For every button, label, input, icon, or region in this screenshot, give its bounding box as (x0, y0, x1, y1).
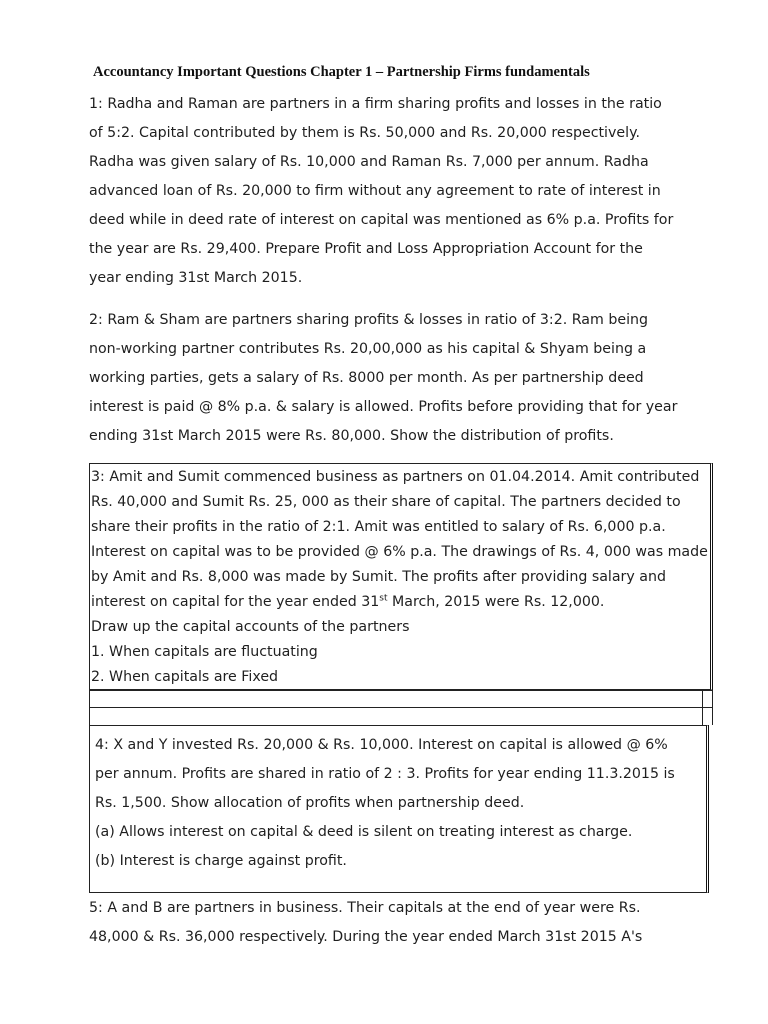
table-divider (89, 707, 713, 708)
table-divider (89, 690, 90, 725)
question-4-line: (a) Allows interest on capital & deed is silent on treating interest as charge. (95, 824, 633, 840)
question-3-line: Rs. 40,000 and Sumit Rs. 25, 000 as their share of capital. The partners decided to (91, 494, 681, 510)
question-2-line: 2: Ram & Sham are partners sharing profits & losses in ratio of 3:2. Ram being (89, 312, 649, 328)
question-3-line: 2. When capitals are Fixed (91, 669, 279, 685)
question-3-line: Interest on capital was to be provided @ 6% p.a. The drawings of Rs. 4, 000 was made (91, 544, 708, 560)
question-3 (91, 465, 706, 690)
question-1-line: 1: Radha and Raman are partners in a firm sharing profits and losses in the ratio (89, 96, 662, 112)
question-3-line: 1. When capitals are fluctuating (91, 644, 318, 660)
table-divider (89, 690, 713, 691)
line-text: interest on capital for the year ended 31 (91, 594, 380, 610)
question-4-line: per annum. Profits are shared in ratio of 2 : 3. Profits for year ending 11.3.2015 is (95, 766, 675, 782)
question-2-line: ending 31st March 2015 were Rs. 80,000. Show the distribution of profits. (89, 428, 614, 444)
ordinal-suffix: st (379, 593, 388, 604)
question-4-line: 4: X and Y invested Rs. 20,000 & Rs. 10,000. Interest on capital is allowed @ 6% (95, 737, 668, 753)
table-divider (712, 690, 713, 725)
question-1-line: year ending 31st March 2015. (89, 270, 303, 286)
question-5-line: 5: A and B are partners in business. Their capitals at the end of year were Rs. (89, 900, 641, 916)
table-divider (702, 690, 703, 725)
question-3-line: share their profits in the ratio of 2:1. Amit was entitled to salary of Rs. 6,000 p.a. (91, 519, 666, 535)
question-4-line: Rs. 1,500. Show allocation of profits when partnership deed. (95, 795, 525, 811)
question-3-line: by Amit and Rs. 8,000 was made by Sumit. The profits after providing salary and (91, 569, 666, 585)
question-1-line: the year are Rs. 29,400. Prepare Profit and Loss Appropriation Account for the (89, 241, 643, 257)
question-2 (89, 306, 709, 451)
question-5-line: 48,000 & Rs. 36,000 respectively. During the year ended March 31st 2015 A's (89, 929, 643, 945)
question-5 (89, 894, 709, 952)
question-2-line: working parties, gets a salary of Rs. 8000 per month. As per partnership deed (89, 370, 644, 386)
question-4-line: (b) Interest is charge against profit. (95, 853, 347, 869)
question-1-line: of 5:2. Capital contributed by them is Rs. 50,000 and Rs. 20,000 respectively. (89, 125, 640, 141)
question-3-line (91, 590, 706, 615)
question-4 (95, 731, 700, 876)
question-3-line: 3: Amit and Sumit commenced business as partners on 01.04.2014. Amit contributed (91, 469, 700, 485)
line-text: March, 2015 were Rs. 12,000. (387, 594, 605, 610)
question-2-line: interest is paid @ 8% p.a. & salary is allowed. Profits before providing that for year (89, 399, 678, 415)
question-1-line: Radha was given salary of Rs. 10,000 and Raman Rs. 7,000 per annum. Radha (89, 154, 649, 170)
question-1-line: advanced loan of Rs. 20,000 to firm without any agreement to rate of interest in (89, 183, 661, 199)
question-1-line: deed while in deed rate of interest on capital was mentioned as 6% p.a. Profits for (89, 212, 674, 228)
question-2-line: non-working partner contributes Rs. 20,00,000 as his capital & Shyam being a (89, 341, 647, 357)
question-3-line: Draw up the capital accounts of the partners (91, 619, 410, 635)
question-1 (89, 90, 709, 293)
document-title: Accountancy Important Questions Chapter 1 – Partnership Firms fundamentals (93, 64, 590, 80)
